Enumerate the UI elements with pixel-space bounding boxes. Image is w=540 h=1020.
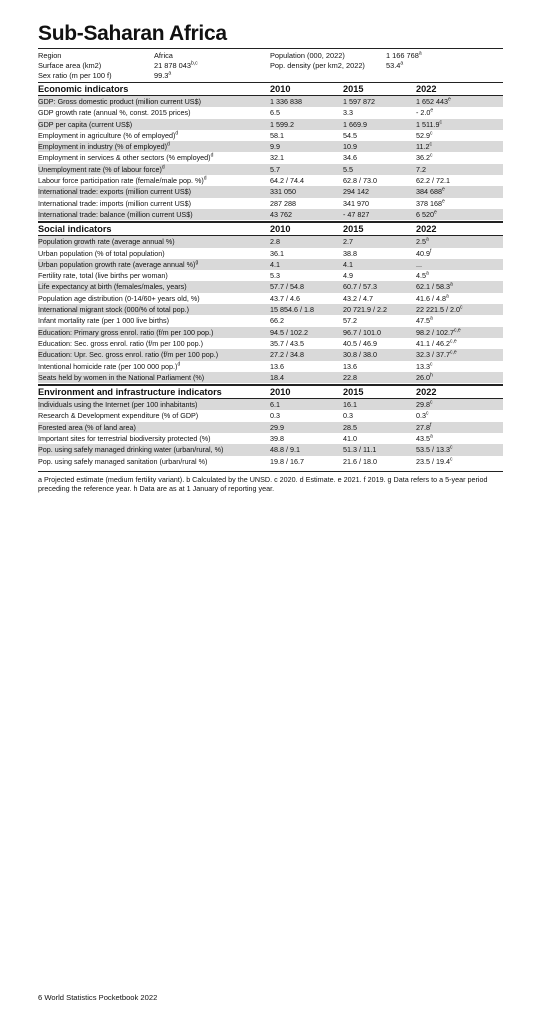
indicator-value: 294 142 [343, 187, 369, 197]
indicator-value: 38.8 [343, 248, 357, 258]
indicator-label: GDP per capita (current US$) [38, 119, 133, 129]
indicator-value: 2.7 [343, 237, 353, 247]
section-header [38, 82, 503, 96]
year-header: 2015 [343, 84, 364, 94]
indicator-value: 27.2 / 34.8 [270, 350, 304, 360]
footnote-marker: c,e [453, 327, 461, 334]
indicator-label: International trade: exports (million current US$) [38, 187, 192, 197]
footnote-marker: a [426, 270, 429, 277]
indicator-row [38, 198, 503, 209]
indicator-value: 4.1 [270, 259, 280, 269]
indicator-label: Education: Primary gross enrol. ratio (f/m per 100 pop.) [38, 327, 214, 337]
indicator-label: Forested area (% of land area) [38, 422, 136, 432]
footnote-marker: e [441, 198, 445, 205]
footnote-marker: f [430, 248, 432, 255]
indicator-value: 36.2$^c$ [416, 153, 433, 163]
year-header: 2022 [416, 84, 437, 94]
indicator-value: 58.1 [270, 130, 284, 140]
indicator-value: 15 854.6 / 1.8 [270, 305, 314, 315]
indicator-value: 51.3 / 11.1 [343, 445, 377, 455]
indicator-label: Pop. using safely managed sanitation (urban/rural %) [38, 456, 208, 466]
indicator-value: 1 599.2 [270, 119, 294, 129]
indicator-row [38, 107, 503, 118]
footnote-marker: d [175, 130, 179, 137]
indicator-value: 1 652 443e [416, 96, 451, 106]
indicator-label: Seats held by women in the National Parliament (%) [38, 372, 205, 382]
indicator-value: 1 511.9$^c$ [416, 119, 442, 129]
indicator-value: 6.5 [270, 108, 280, 118]
indicator-row [38, 175, 503, 186]
indicator-value: 66.2 [270, 316, 284, 326]
indicator-label: Population growth rate (average annual %) [38, 237, 175, 247]
indicator-row [38, 281, 503, 292]
indicator-value: 34.6 [343, 153, 357, 163]
indicator-value: 10.9 [343, 142, 357, 152]
indicator-value: 23.5 / 19.4$^c$ [416, 456, 453, 466]
indicator-row [38, 130, 503, 141]
indicator-value: 41.0 [343, 434, 357, 444]
indicator-row [38, 304, 503, 315]
summary-cell [386, 71, 503, 81]
indicator-label: Urban population (% of total population) [38, 248, 165, 258]
indicator-row [38, 248, 503, 259]
footnote-marker: e [447, 96, 451, 103]
indicator-value: 384 688e [416, 186, 445, 197]
year-header: 2010 [270, 224, 291, 235]
indicator-value: 62.2 / 72.1 [416, 176, 450, 186]
footnote-marker: h [430, 372, 433, 379]
footnote-marker: d [210, 153, 214, 160]
footnote-marker: e [441, 186, 445, 193]
indicator-label: Important sites for terrestrial biodiversity protected (%) [38, 434, 211, 444]
footnote-marker: f [430, 422, 432, 429]
page-title: Sub-Saharan Africa [38, 22, 227, 45]
footnote-marker: c [426, 411, 429, 418]
summary-cell: Africa [154, 51, 173, 60]
summary-cell: 99.3$^a$ [154, 70, 172, 80]
indicator-value: 0.3 [343, 411, 353, 421]
indicator-row [38, 399, 503, 410]
indicator-row [38, 119, 503, 130]
indicator-value: 40.5 / 46.9 [343, 338, 377, 348]
indicator-value: 1 336 838 [270, 97, 302, 106]
indicator-label: GDP: Gross domestic product (million current US$) [38, 97, 201, 106]
indicator-value: 29.9 [270, 422, 284, 432]
footnote-marker: c [430, 153, 433, 160]
indicator-value: 94.5 / 102.2 [270, 327, 308, 337]
indicator-row [38, 209, 503, 220]
indicator-label: Intentional homicide rate (per 100 000 pop.)$^d$ [38, 361, 181, 371]
footnote-marker: c [449, 444, 453, 451]
indicator-row [38, 338, 503, 349]
indicator-value: 331 050 [270, 187, 296, 197]
indicator-value: 48.8 / 9.1 [270, 445, 300, 455]
indicator-sections [38, 82, 503, 467]
indicator-value: ... [416, 259, 422, 269]
indicator-value: 22.8 [343, 372, 357, 382]
summary-cell: Pop. density (per km2, 2022) [270, 61, 365, 70]
footnote-marker: c [449, 456, 453, 463]
summary-cell: Sex ratio (m per 100 f) [38, 71, 112, 80]
indicator-value: 5.7 [270, 164, 280, 174]
indicator-value: 64.2 / 74.4 [270, 176, 304, 186]
footnote-marker: a [449, 282, 453, 289]
indicator-value: 1 597 872 [343, 97, 375, 106]
indicator-value: 35.7 / 43.5 [270, 338, 304, 348]
indicator-value: 2.5$^a$ [416, 236, 429, 247]
indicator-value: 1 669.9 [343, 119, 367, 129]
indicator-label: Pop. using safely managed drinking water (urban/rural, %) [38, 445, 224, 455]
footnote-marker: d [177, 361, 181, 368]
indicator-row [38, 152, 503, 163]
indicator-value: 41.1 / 46.2$^{c,e}$ [416, 338, 457, 348]
indicator-value: 11.2$^c$ [416, 141, 432, 152]
footnote-marker: c [429, 141, 432, 148]
footnote-marker: c [459, 304, 463, 311]
indicator-value: 378 168e [416, 198, 445, 208]
summary-cell: 21 878 043$^{b,c}$ [154, 60, 198, 70]
footnote-marker: c,e [449, 338, 457, 345]
indicator-label: International trade: balance (million current US$) [38, 209, 193, 219]
indicator-value: 62.1 / 58.3$^a$ [416, 282, 453, 292]
indicator-value: 43.2 / 4.7 [343, 293, 373, 303]
indicator-row [38, 141, 503, 152]
indicator-label: Population age distribution (0-14/60+ years old, %) [38, 293, 200, 303]
indicator-value: 53.5 / 13.3$^c$ [416, 444, 453, 455]
indicator-value: 20 721.9 / 2.2 [343, 305, 387, 315]
indicator-label: Employment in agriculture (% of employed)$^d$ [38, 130, 179, 140]
indicator-label: Fertility rate, total (live births per woman) [38, 271, 168, 281]
footnote-marker: a [400, 60, 404, 67]
summary-cell: Region [38, 51, 62, 60]
indicator-value: 2.8 [270, 237, 280, 247]
indicator-value: 9.9 [270, 142, 280, 152]
summary-cell: 53.4$^a$ [386, 60, 404, 70]
indicator-row [38, 410, 503, 421]
indicator-value: 98.2 / 102.7$^{c,e}$ [416, 327, 461, 337]
indicator-value: 32.1 [270, 153, 284, 163]
footnote-marker: a [418, 50, 422, 57]
indicator-value: 60.7 / 57.3 [343, 282, 377, 292]
indicator-value: 19.8 / 16.7 [270, 456, 304, 466]
page-footer: 6 World Statistics Pocketbook 2022 [38, 993, 158, 1002]
footnote-marker: d [167, 141, 170, 148]
summary-block [38, 48, 503, 81]
indicator-value: 96.7 / 101.0 [343, 327, 381, 337]
indicator-row [38, 315, 503, 326]
indicator-row [38, 456, 503, 467]
year-header: 2022 [416, 224, 437, 235]
indicator-value: 41.6 / 4.8$^a$ [416, 293, 449, 303]
indicator-value: 4.9 [343, 271, 353, 281]
footnote-marker: d [203, 175, 207, 182]
footnote-marker: a [168, 70, 172, 77]
indicator-label: GDP growth rate (annual %, const. 2015 prices) [38, 108, 191, 118]
summary-cell: 1 166 768$^a$ [386, 50, 422, 60]
indicator-label: Life expectancy at birth (females/males, years) [38, 282, 187, 292]
indicator-value: 36.1 [270, 248, 284, 258]
indicator-value: 47.5$^a$ [416, 315, 433, 326]
indicator-value: 54.5 [343, 130, 357, 140]
footnote-marker: c [430, 399, 433, 406]
indicator-label: Employment in industry (% of employed)$^d$ [38, 141, 170, 152]
indicator-value: 6.1 [270, 400, 280, 410]
indicator-value: 26.0$^h$ [416, 372, 433, 382]
indicator-value: 39.8 [270, 434, 284, 444]
footnote-marker: c [430, 361, 433, 368]
indicator-value: 16.1 [343, 400, 357, 410]
indicator-value: 341 970 [343, 198, 369, 208]
indicator-label: Unemployment rate (% of labour force)$^d$ [38, 164, 165, 174]
indicator-value: 32.3 / 37.7$^{c,e}$ [416, 349, 457, 360]
indicator-label: Infant mortality rate (per 1 000 live births) [38, 316, 170, 326]
section-title: Economic indicators [38, 84, 129, 94]
year-header: 2010 [270, 84, 291, 94]
footnotes: a Projected estimate (medium fertility variant). b Calculated by the UNSD. c 2020. d Estimate. e 2021. f 2019. g Data refers to a 5-year period preceding the reference year. h Data are as at 1 January of reporting year. [38, 471, 503, 493]
indicator-value: 13.3$^c$ [416, 361, 433, 371]
indicator-label: International trade: imports (million current US$) [38, 198, 191, 208]
indicator-value: 4.5$^a$ [416, 270, 429, 281]
indicator-row [38, 327, 503, 338]
indicator-label: Education: Sec. gross enrol. ratio (f/m per 100 pop.) [38, 338, 203, 348]
indicator-value: - 2.0e [416, 107, 434, 118]
indicator-value: 0.3$^c$ [416, 411, 429, 421]
indicator-row [38, 96, 503, 107]
indicator-value: 27.8$^f$ [416, 422, 432, 432]
footnote-marker: g [195, 259, 199, 266]
indicator-label: Employment in services & other sectors (% employed)$^d$ [38, 153, 214, 163]
year-header: 2022 [416, 387, 437, 398]
indicator-value: 57.7 / 54.8 [270, 282, 304, 292]
indicator-value: 6 520e [416, 209, 437, 219]
indicator-value: 52.9$^c$ [416, 130, 433, 140]
indicator-row [38, 422, 503, 433]
summary-row [38, 71, 503, 81]
indicator-row [38, 372, 503, 383]
indicator-value: - 47 827 [343, 209, 370, 219]
indicator-label: Urban population growth rate (average annual %)$^g$ [38, 259, 199, 269]
indicator-value: 21.6 / 18.0 [343, 456, 377, 466]
indicator-value: 40.9$^f$ [416, 248, 432, 258]
summary-cell [270, 71, 386, 81]
summary-row [38, 51, 503, 61]
footnote-marker: a [430, 433, 433, 440]
footnote-marker: b,c [191, 60, 198, 67]
indicator-value: 5.5 [343, 164, 353, 174]
section-header [38, 221, 503, 236]
footnote-marker: e [434, 209, 437, 216]
indicator-value: 7.2 [416, 164, 426, 174]
indicator-row [38, 259, 503, 270]
section-title: Environment and infrastructure indicators [38, 387, 222, 398]
footnote-marker: a [430, 315, 433, 322]
country-profile-page [38, 22, 503, 493]
indicator-row [38, 444, 503, 455]
indicator-row [38, 349, 503, 360]
footnote-marker: e [430, 107, 434, 114]
indicator-value: 57.2 [343, 316, 357, 326]
indicator-value: 43 762 [270, 209, 292, 219]
footnote-marker: c [439, 119, 442, 126]
indicator-row [38, 293, 503, 304]
indicator-value: 29.8$^c$ [416, 399, 433, 410]
footnote-marker: c,e [449, 349, 457, 356]
indicator-value: 13.6 [343, 361, 357, 371]
indicator-row [38, 186, 503, 197]
indicator-label: Research & Development expenditure (% of GDP) [38, 411, 199, 421]
indicator-row [38, 236, 503, 247]
indicator-row [38, 361, 503, 372]
indicator-row [38, 433, 503, 444]
footnote-marker: a [445, 293, 449, 300]
indicator-row [38, 270, 503, 281]
year-header: 2010 [270, 387, 291, 398]
footnote-marker: a [426, 236, 429, 243]
indicator-value: 43.5$^a$ [416, 433, 433, 444]
summary-cell: Population (000, 2022) [270, 51, 345, 60]
indicator-value: 287 288 [270, 198, 296, 208]
indicator-value: 43.7 / 4.6 [270, 293, 300, 303]
indicator-value: 30.8 / 38.0 [343, 350, 377, 360]
section-header [38, 384, 503, 399]
footnote-marker: d [161, 164, 165, 171]
indicator-value: 22 221.5 / 2.0$^c$ [416, 304, 463, 315]
indicator-label: Labour force participation rate (female/male pop. %)$^d$ [38, 175, 207, 186]
year-header: 2015 [343, 387, 364, 398]
indicator-label: International migrant stock (000/% of total pop.) [38, 305, 190, 315]
indicator-value: 4.1 [343, 259, 353, 269]
indicator-value: 28.5 [343, 422, 357, 432]
indicator-label: Individuals using the Internet (per 100 inhabitants) [38, 400, 198, 410]
indicator-value: 13.6 [270, 361, 284, 371]
section-title: Social indicators [38, 224, 112, 235]
indicator-value: 0.3 [270, 411, 280, 421]
year-header: 2015 [343, 224, 364, 235]
summary-cell: Surface area (km2) [38, 61, 102, 70]
indicator-value: 5.3 [270, 271, 280, 281]
footnote-marker: c [430, 130, 433, 137]
indicator-value: 18.4 [270, 372, 284, 382]
indicator-value: 62.8 / 73.0 [343, 176, 377, 186]
indicator-row [38, 164, 503, 175]
indicator-value: 3.3 [343, 108, 353, 118]
indicator-label: Education: Upr. Sec. gross enrol. ratio (f/m per 100 pop.) [38, 350, 219, 360]
summary-row [38, 61, 503, 71]
